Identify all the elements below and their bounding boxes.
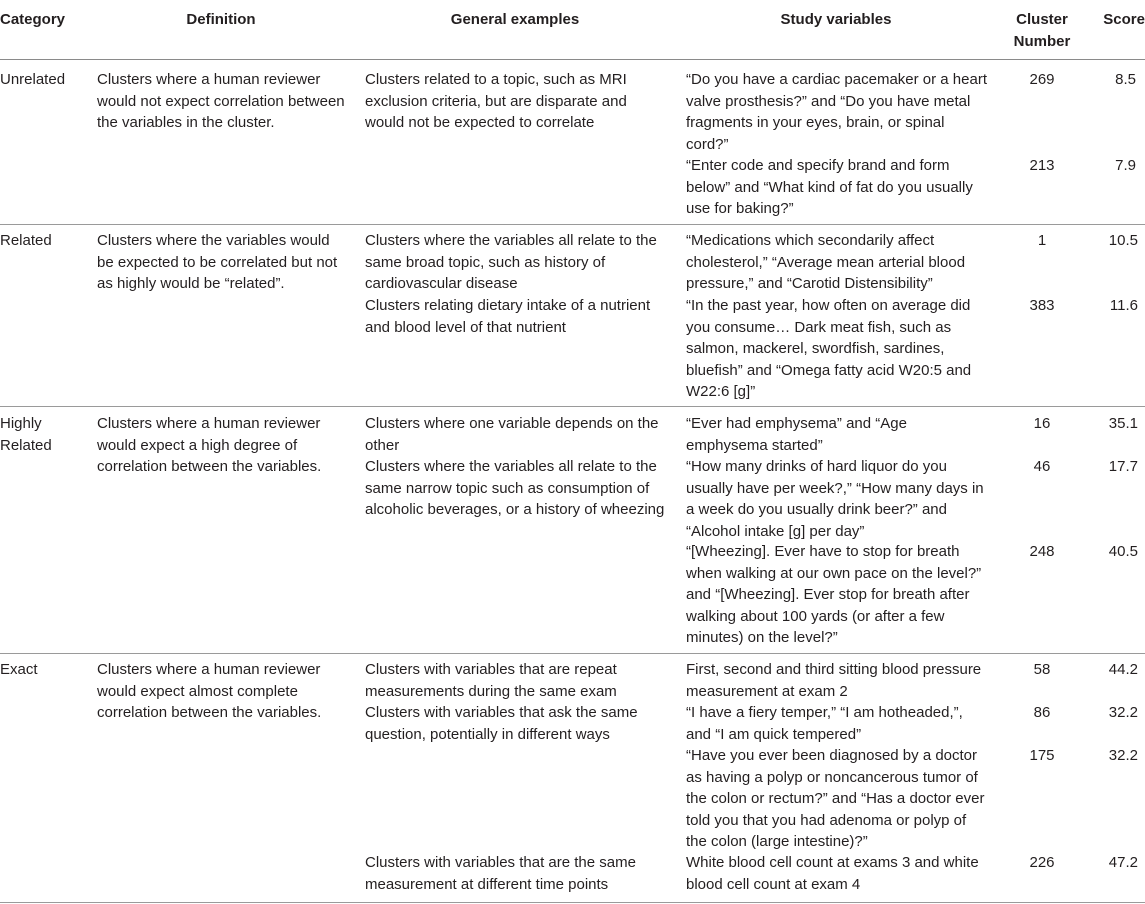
cluster-number-cell: 175 [1029, 747, 1055, 764]
general-example-cell: Clusters with variables that are repeat measurements during the same exam [365, 661, 617, 700]
study-variables-cell: White blood cell count at exams 3 and white blood cell count at exam 4 [686, 854, 979, 893]
category-cell: Related [0, 232, 52, 249]
study-variables-cell: “Do you have a cardiac pacemaker or a heart valve prosthesis?” and “Do you have metal fragments in your eyes, brain, or spinal cord?” [686, 71, 987, 153]
category-cell: Unrelated [0, 71, 66, 88]
score-cell: 44.2 [1108, 661, 1138, 678]
study-variables-cell: “In the past year, how often on average did you consume… Dark meat fish, such as salmon, mackerel, swordfish, sardines, bluefish” and “Omega fatty acid W20:5 and W22:6 [g]” [686, 297, 972, 400]
general-example-cell: Clusters with variables that are the same measurement at different time points [365, 854, 636, 893]
header-divider [0, 59, 1145, 60]
table-bottom-rule [0, 902, 1145, 903]
score-cell: 35.1 [1108, 415, 1138, 432]
header-cluster-number: Cluster Number [1013, 11, 1071, 50]
header-score: Score [1103, 11, 1145, 28]
cluster-number-cell: 248 [1029, 543, 1055, 560]
cluster-number-cell: 86 [1033, 704, 1051, 721]
score-cell: 40.5 [1108, 543, 1138, 560]
definition-cell: Clusters where a human reviewer would expect almost complete correlation between the variables. [97, 661, 322, 721]
study-variables-cell: “Medications which secondarily affect cholesterol,” “Average mean arterial blood pressure,” and “Carotid Distensibility” [686, 232, 966, 292]
study-variables-cell: “Ever had emphysema” and “Age emphysema started” [686, 415, 907, 454]
study-variables-cell: “Have you ever been diagnosed by a doctor as having a polyp or noncancerous tumor of the colon or rectum?” and “Has a doctor ever told you that you had adenoma or polyp of the colon (large intestine)?” [686, 747, 985, 850]
definition-cell: Clusters where the variables would be expected to be correlated but not as highly would be “related”. [97, 232, 338, 292]
general-example-cell: Clusters where one variable depends on the other [365, 415, 659, 454]
category-cell: Exact [0, 661, 38, 678]
header-general-examples: General examples [450, 11, 580, 28]
study-variables-cell: “I have a fiery temper,” “I am hotheaded,”, and “I am quick tempered” [686, 704, 963, 743]
score-cell: 32.2 [1108, 747, 1138, 764]
general-example-cell: Clusters where the variables all relate to the same narrow topic such as consumption of alcoholic beverages, or a history of wheezing [365, 458, 665, 518]
cluster-number-cell: 1 [1037, 232, 1047, 249]
group-divider [0, 224, 1145, 225]
score-cell: 11.6 [1109, 297, 1138, 314]
header-study-variables: Study variables [780, 11, 892, 28]
study-variables-cell: “Enter code and specify brand and form below” and “What kind of fat do you usually use for baking?” [686, 157, 973, 217]
definition-cell: Clusters where a human reviewer would expect a high degree of correlation between the variables. [97, 415, 322, 475]
score-cell: 47.2 [1108, 854, 1138, 871]
group-divider [0, 406, 1145, 407]
study-variables-cell: “[Wheezing]. Ever have to stop for breath when walking at our own pace on the level?” and “[Wheezing]. Ever stop for breath after walking about 100 yards (or after a few minutes) on the level?” [686, 543, 982, 646]
cluster-number-cell: 226 [1029, 854, 1055, 871]
cluster-number-cell: 46 [1033, 458, 1051, 475]
general-example-cell: Clusters with variables that ask the same question, potentially in different ways [365, 704, 638, 743]
cluster-number-cell: 16 [1033, 415, 1051, 432]
category-cell: Highly Related [0, 415, 52, 454]
study-variables-cell: First, second and third sitting blood pressure measurement at exam 2 [686, 661, 982, 700]
score-cell: 7.9 [1115, 157, 1136, 174]
score-cell: 10.5 [1108, 232, 1138, 249]
cluster-number-cell: 383 [1029, 297, 1055, 314]
cluster-number-cell: 269 [1029, 71, 1055, 88]
general-example-cell: Clusters where the variables all relate to the same broad topic, such as history of cardiovascular disease [365, 232, 657, 292]
score-cell: 17.7 [1108, 458, 1138, 475]
header-category: Category [0, 11, 66, 28]
general-example-cell: Clusters related to a topic, such as MRI exclusion criteria, but are disparate and would not be expected to correlate [365, 71, 627, 131]
study-variables-cell: “How many drinks of hard liquor do you usually have per week?,” “How many days in a week do you usually drink beer?” and “Alcohol intake [g] per day” [686, 458, 984, 540]
cluster-number-cell: 58 [1033, 661, 1051, 678]
definition-cell: Clusters where a human reviewer would not expect correlation between the variables in the cluster. [97, 71, 345, 131]
header-definition: Definition [186, 11, 256, 28]
group-divider [0, 653, 1145, 654]
cluster-number-cell: 213 [1029, 157, 1055, 174]
score-cell: 32.2 [1108, 704, 1138, 721]
score-cell: 8.5 [1115, 71, 1136, 88]
general-example-cell: Clusters relating dietary intake of a nutrient and blood level of that nutrient [365, 297, 651, 336]
